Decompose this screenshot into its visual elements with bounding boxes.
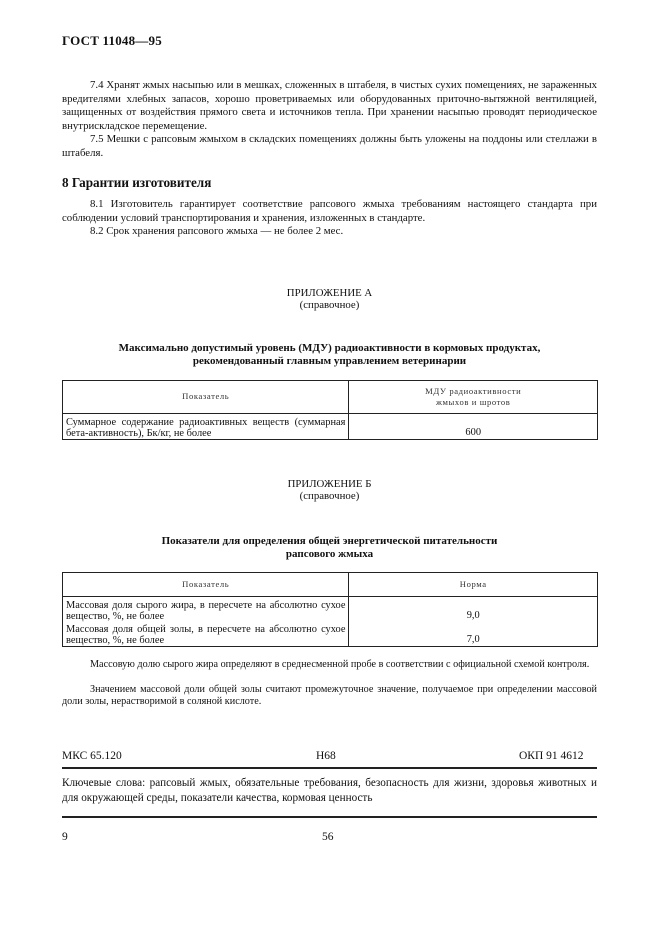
paragraph-7-5: 7.5 Мешки с рапсовым жмыхом в складских помещениях должны быть уложены на поддоны или стеллажи в штабеля. xyxy=(62,133,597,159)
table-a-header-mdu-line2: жмыхов и шротов xyxy=(435,397,511,407)
table-row xyxy=(63,597,598,623)
footer-group-code: Н68 xyxy=(316,750,336,762)
table-b-row1-value: 9,0 xyxy=(349,597,598,623)
table-a-header-indicator: Показатель xyxy=(63,381,349,414)
footer-divider-top xyxy=(62,767,597,769)
footer-mks-code: МКС 65.120 xyxy=(62,750,122,762)
appendix-b-label: ПРИЛОЖЕНИЕ Б xyxy=(287,478,372,490)
appendix-a-label: ПРИЛОЖЕНИЕ А xyxy=(286,287,373,299)
appendix-a-note: (справочное) xyxy=(299,299,360,311)
table-a-header-mdu xyxy=(349,381,598,414)
section-8-title: 8 Гарантии изготовителя xyxy=(62,175,212,190)
keywords-paragraph: Ключевые слова: рапсовый жмых, обязательные требования, безопасность для жизни, здоровья животных и для окружающей среды, показатели качества, кормовая ценность xyxy=(62,777,597,804)
table-b-row2-value: 7,0 xyxy=(349,622,598,646)
appendix-b-note-paragraph-2: Значением массовой доли общей золы считают промежуточное значение, получаемое при определении массовой доли золы, нерастворимой в соляной кислоте. xyxy=(62,684,597,708)
table-b-row2-indicator: Массовая доля общей золы, в пересчете на абсолютно сухое вещество, %, не более xyxy=(63,622,349,646)
appendix-a-table xyxy=(62,380,598,440)
paragraph-8-2: 8.2 Срок хранения рапсового жмыха — не более 2 мес. xyxy=(90,225,344,237)
appendix-b-title-line1: Показатели для определения общей энергетической питательности xyxy=(161,535,498,547)
table-a-header-mdu-line1: МДУ радиоактивности xyxy=(425,385,522,396)
appendix-b-title-line2: рапсового жмыха xyxy=(285,548,374,560)
page-number-left: 9 xyxy=(62,831,68,843)
table-row xyxy=(63,414,598,440)
paragraph-8-1: 8.1 Изготовитель гарантирует соответствие рапсового жмыха требованиям настоящего стандарта при соблюдении условий транспортирования и хранения, изложенных в стандарте. xyxy=(62,198,597,224)
footer-okp-code: ОКП 91 4612 xyxy=(519,750,584,762)
appendix-a-title-line2: рекомендованный главным управлением ветеринарии xyxy=(192,355,467,367)
table-b-row1-indicator: Массовая доля сырого жира, в пересчете на абсолютно сухое вещество, %, не более xyxy=(63,597,349,623)
appendix-b-note-paragraph-1: Массовую долю сырого жира определяют в среднесменной пробе в соответствии с официальной схемой контроля. xyxy=(90,659,590,670)
table-b-header-norm: Норма xyxy=(349,573,598,597)
table-row xyxy=(63,622,598,646)
appendix-b-table xyxy=(62,572,598,647)
appendix-a-title-line1: Максимально допустимый уровень (МДУ) радиоактивности в кормовых продуктах, xyxy=(118,342,541,354)
document-header-id: ГОСТ 11048—95 xyxy=(62,33,162,48)
paragraph-7-4: 7.4 Хранят жмых насыпью или в мешках, сложенных в штабеля, в чистых сухих помещениях, не зараженных вредителями хлебных запасов, хорошо проветриваемых или оборудованных приточно-вытяжной вентиляцией, защищенных от воздействия прямого света и источников тепла. При хранении насыпью проводят периодическое внутрискладское перемещение. xyxy=(62,79,597,132)
table-b-header-indicator: Показатель xyxy=(63,573,349,597)
table-a-row-indicator: Суммарное содержание радиоактивных веществ (суммарная бета-активность), Бк/кг, не более xyxy=(63,414,349,440)
page-number-center: 56 xyxy=(322,831,334,843)
table-a-row-value: 600 xyxy=(349,414,598,440)
appendix-b-note: (справочное) xyxy=(299,490,360,502)
footer-divider-bottom xyxy=(62,816,597,818)
